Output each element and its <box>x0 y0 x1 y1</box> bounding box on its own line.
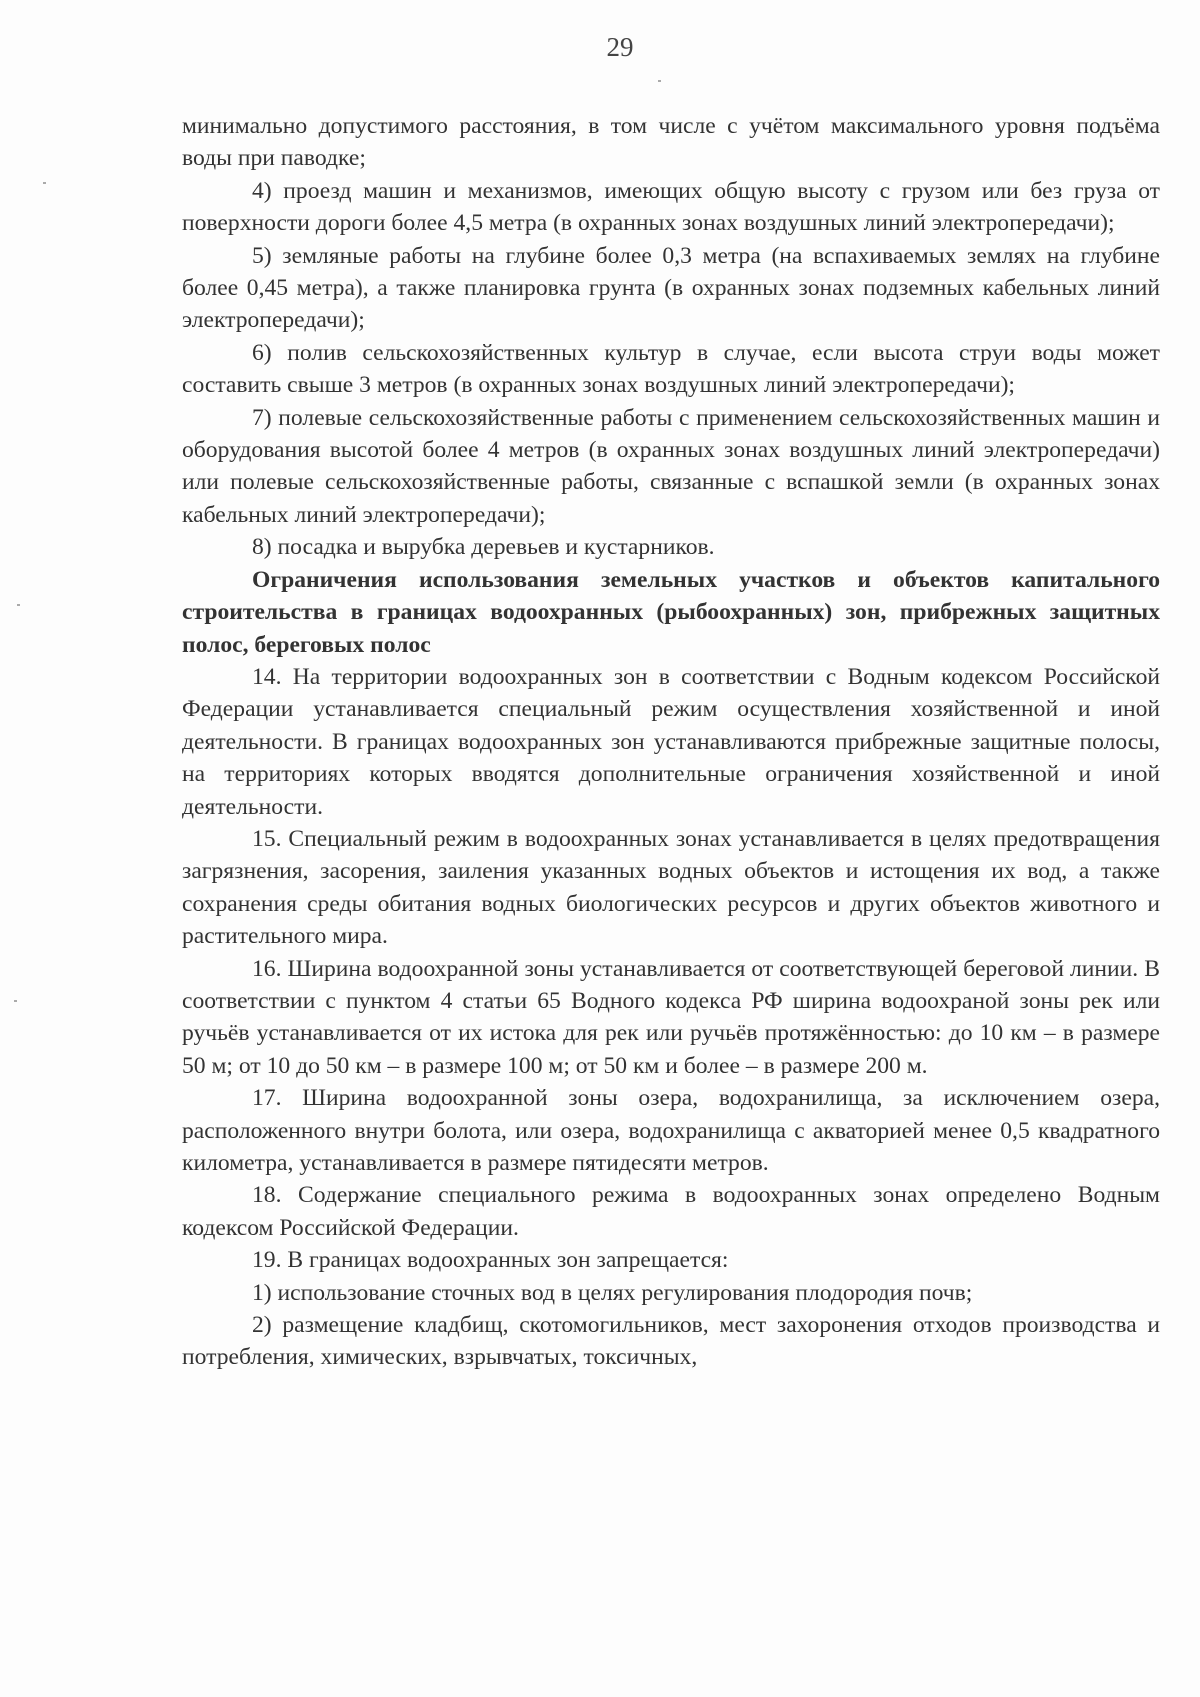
list-item: 7) полевые сельскохозяйственные работы с применением сельскохозяйственных машин и оборудования высотой более 4 метров (в охранных зонах воздушных линий электропередачи) или полевые сельскохозяйственные работы, связанные с вспашкой земли (в охранных зонах кабельных линий электропередачи); <box>182 404 1160 528</box>
list-item: 1) использование сточных вод в целях регулирования плодородия почв; <box>252 1279 973 1306</box>
paragraph: 16. Ширина водоохранной зоны устанавливается от соответствующей береговой линии. В соответствии с пунктом 4 статьи 65 Водного кодекса РФ ширина водоохраной зоны рек или ручьёв устанавливается от их истока для рек или ручьёв протяжённостью: до 10 км – в размере 50 м; от 10 до 50 км – в размере 100 м; от 50 км и более – в размере 200 м. <box>182 955 1160 1079</box>
paragraph: 15. Специальный режим в водоохранных зонах устанавливается в целях предотвращения загрязнения, засорения, заиления указанных водных объектов и истощения их вод, а также сохранения среды обитания водных биологических ресурсов и других объектов животного и растительного мира. <box>182 825 1160 950</box>
paragraph: 17. Ширина водоохранной зоны озера, водохранилища, за исключением озера, расположенного внутри болота, или озера, водохранилища с акваторией менее 0,5 квадратного километра, устанавливается в размере пятидесяти метров. <box>182 1085 1160 1176</box>
scan-speck <box>658 80 661 82</box>
scan-speck <box>43 182 46 184</box>
scan-speck <box>17 604 20 606</box>
paragraph: 19. В границах водоохранных зон запрещается: <box>252 1247 729 1274</box>
list-item: 6) полив сельскохозяйственных культур в случае, если высота струи воды может составить свыше 3 метров (в охранных зонах воздушных линий электропередачи); <box>182 339 1160 399</box>
list-item: 2) размещение кладбищ, скотомогильников, мест захоронения отходов производства и потребления, химических, взрывчатых, токсичных, <box>182 1312 1160 1371</box>
section-heading: Ограничения использования земельных участков и объектов капитального строительства в границах водоохранных (рыбоохранных) зон, прибрежных защитных полос, береговых полос <box>182 566 1160 658</box>
document-body <box>182 110 1160 1374</box>
list-item: 4) проезд машин и механизмов, имеющих общую высоту с грузом или без груза от поверхности дороги более 4,5 метра (в охранных зонах воздушных линий электропередачи); <box>182 177 1160 237</box>
paragraph: 18. Содержание специального режима в водоохранных зонах определено Водным кодексом Российской Федерации. <box>182 1182 1160 1241</box>
list-item: 5) земляные работы на глубине более 0,3 метра (на вспахиваемых землях на глубине более 0,45 метра), а также планировка грунта (в охранных зонах подземных кабельных линий электропередачи); <box>182 242 1160 334</box>
paragraph: минимально допустимого расстояния, в том числе с учётом максимального уровня подъёма воды при паводке; <box>182 113 1160 172</box>
list-item: 8) посадка и вырубка деревьев и кустарников. <box>252 534 715 561</box>
page-number: 29 <box>606 32 634 62</box>
paragraph: 14. На территории водоохранных зон в соответствии с Водным кодексом Российской Федерации устанавливается специальный режим осуществления хозяйственной и иной деятельности. В границах водоохранных зон устанавливаются прибрежные защитные полосы, на территориях которых вводятся дополнительные ограничения хозяйственной и иной деятельности. <box>182 663 1160 820</box>
scan-speck <box>14 1000 17 1002</box>
